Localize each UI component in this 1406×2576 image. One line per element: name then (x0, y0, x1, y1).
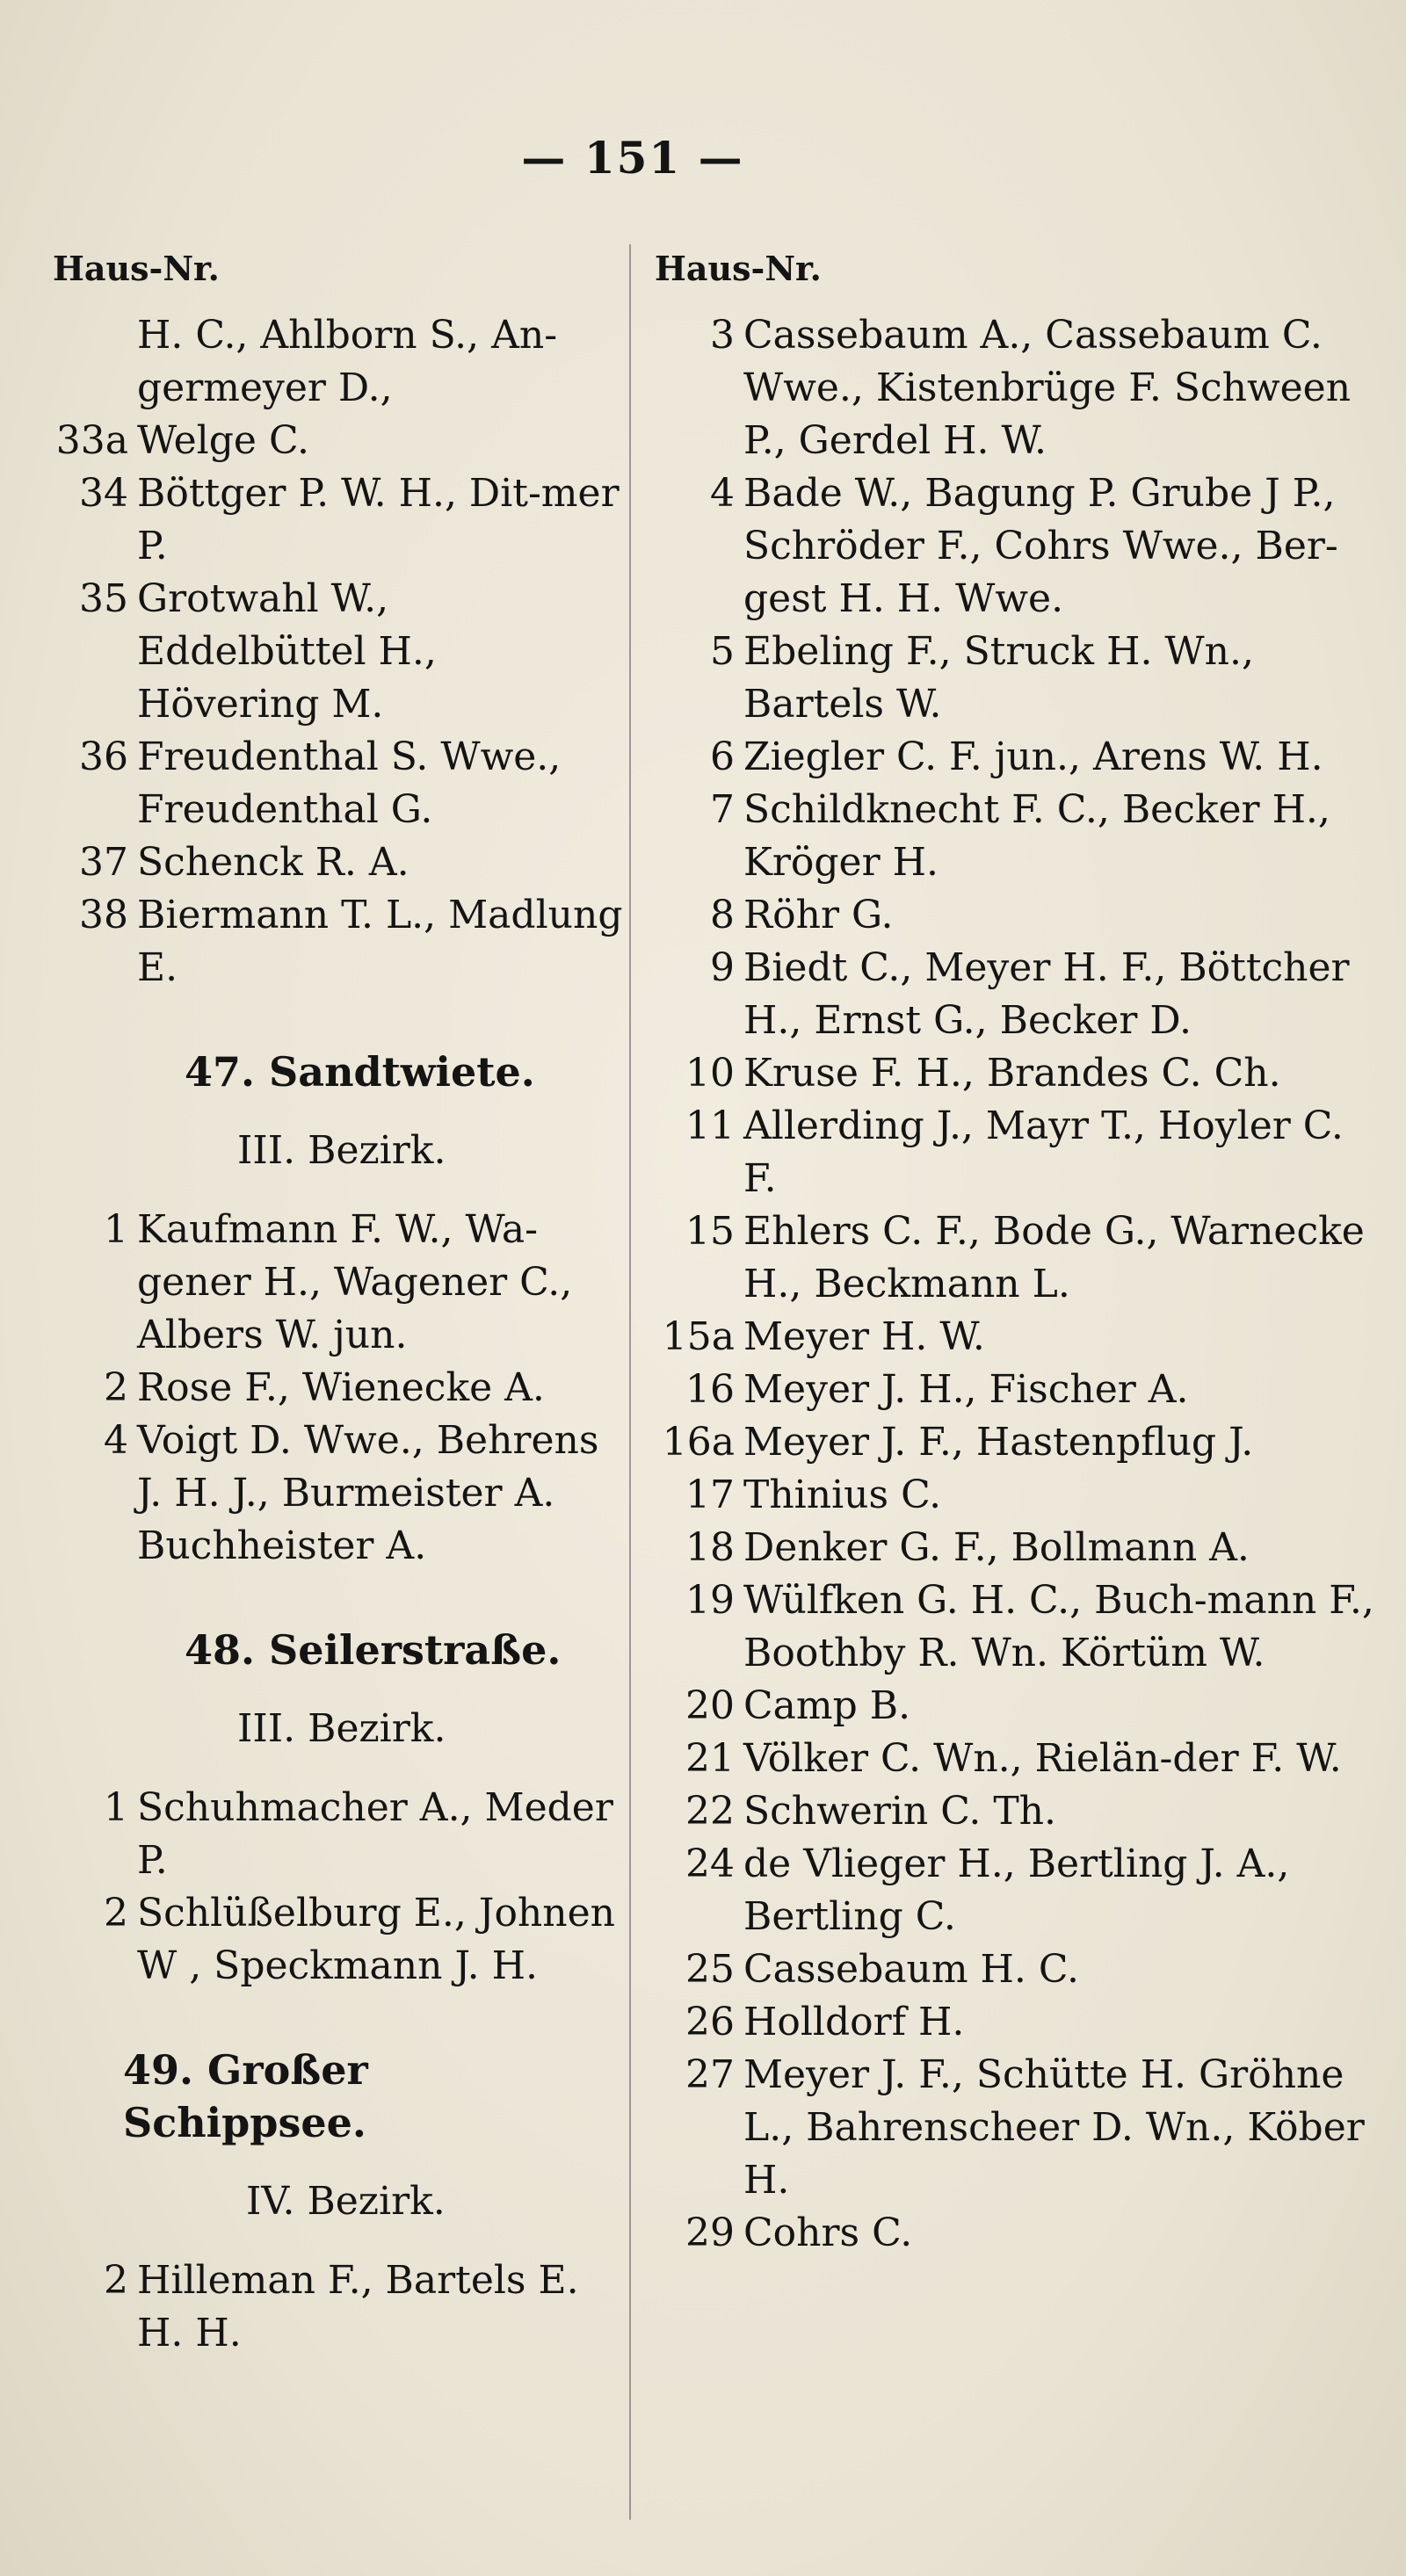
house-number: 15 (685, 1209, 735, 1254)
residents: Cassebaum H. C. (743, 1947, 1079, 1992)
house-number: 3 (710, 313, 735, 358)
residents: Böttger P. W. H., Dit-mer P. (137, 471, 620, 568)
house-entry (641, 1522, 1384, 1574)
house-number: 1 (104, 1785, 128, 1830)
house-entry (641, 1680, 1384, 1733)
residents: Holldorf H. (743, 2000, 965, 2044)
residents: Schwerin C. Th. (743, 1789, 1056, 1834)
house-entry (641, 2049, 1384, 2207)
house-number: 8 (710, 893, 735, 937)
house-number: 2 (104, 1891, 128, 1936)
house-number: 5 (710, 629, 735, 674)
house-entry (35, 1782, 624, 1887)
continuation-line: H. C., Ahlborn S., An- (137, 313, 558, 358)
house-number: 4 (104, 1418, 128, 1463)
district-heading: IV. Bezirk. (246, 2179, 446, 2224)
house-entry (35, 889, 624, 995)
house-number: 2 (104, 2258, 128, 2303)
residents: Schuhmacher A., Meder P. (137, 1785, 613, 1883)
house-number: 2 (104, 1365, 128, 1410)
house-number: 38 (79, 893, 128, 937)
house-number: 9 (710, 945, 735, 990)
residents: Thinius C. (743, 1473, 942, 1517)
house-number: 25 (685, 1947, 735, 1992)
house-entry (641, 1574, 1384, 1680)
continuation-line: germeyer D., (137, 365, 393, 410)
house-entry (641, 731, 1384, 784)
residents: Freudenthal S. Wwe., Freudenthal G. (137, 734, 562, 832)
residents: Kaufmann F. W., Wa-gener H., Wagener C., Albers W. jun. (137, 1207, 573, 1357)
residents: Meyer H. W. (743, 1314, 985, 1359)
residents: Hilleman F., Bartels E. H. H. (137, 2258, 579, 2355)
house-entry (641, 626, 1384, 731)
house-entry (35, 1204, 624, 1362)
left-column-header: Haus-Nr. (53, 249, 220, 288)
residents: Ebeling F., Struck H. Wn., Bartels W. (743, 629, 1254, 727)
residents: Denker G. F., Bollmann A. (743, 1525, 1250, 1570)
residents: Ehlers C. F., Bode G., Warnecke H., Beckmann L. (743, 1209, 1365, 1306)
residents: Biermann T. L., Madlung E. (137, 893, 623, 990)
residents: Völker C. Wn., Rielän-der F. W. (743, 1736, 1342, 1781)
house-entry (641, 1838, 1384, 1943)
house-number: 10 (685, 1051, 735, 1096)
residents: Welge C. (137, 418, 310, 463)
house-number: 6 (710, 734, 735, 779)
house-entry (35, 573, 624, 731)
residents: Wülfken G. H. C., Buch-mann F., Boothby R. Wn. Körtüm W. (743, 1578, 1374, 1675)
house-number: 37 (79, 840, 128, 885)
house-number: 17 (685, 1473, 735, 1517)
house-number: 11 (685, 1103, 735, 1148)
right-column (641, 309, 1384, 2260)
house-number: 20 (685, 1683, 735, 1728)
house-entry (641, 1311, 1384, 1364)
residents: Cohrs C. (743, 2211, 913, 2255)
house-number: 29 (685, 2211, 735, 2255)
house-entry (35, 731, 624, 836)
house-number: 27 (685, 2052, 735, 2097)
house-entry (641, 889, 1384, 942)
page-number: — 151 — (521, 132, 744, 184)
house-entry (35, 2254, 624, 2360)
house-entry (641, 1733, 1384, 1785)
residents: Grotwahl W., Eddelbüttel H., Hövering M. (137, 576, 437, 727)
house-entry (641, 1785, 1384, 1838)
district-heading: III. Bezirk. (237, 1706, 446, 1751)
residents: Meyer J. F., Hastenpflug J. (743, 1420, 1254, 1465)
residents: Kruse F. H., Brandes C. Ch. (743, 1051, 1281, 1096)
house-entry (641, 1100, 1384, 1205)
street-heading: 48. Seilerstraße. (185, 1626, 562, 1674)
house-entry (641, 1469, 1384, 1522)
house-entry (641, 309, 1384, 467)
residents: Cassebaum A., Cassebaum C. Wwe., Kistenbrüge F. Schween P., Gerdel H. W. (743, 313, 1352, 463)
right-column-header: Haus-Nr. (655, 249, 822, 288)
house-number: 22 (685, 1789, 735, 1834)
house-number: 19 (685, 1578, 735, 1623)
residents: Ziegler C. F. jun., Arens W. H. (743, 734, 1323, 779)
house-number: 16a (662, 1420, 735, 1465)
house-number: 26 (685, 2000, 735, 2044)
house-entry (641, 942, 1384, 1047)
house-number: 34 (79, 471, 128, 516)
residents: Schildknecht F. C., Becker H., Kröger H. (743, 787, 1330, 885)
house-entry (35, 1415, 624, 1573)
house-number: 15a (662, 1314, 735, 1359)
house-number: 4 (710, 471, 735, 516)
residents: Schenck R. A. (137, 840, 409, 885)
house-entry (641, 1047, 1384, 1100)
house-entry (35, 1362, 624, 1415)
house-number: 18 (685, 1525, 735, 1570)
residents: Voigt D. Wwe., Behrens J. H. J., Burmeister A. Buchheister A. (137, 1418, 599, 1568)
house-number: 35 (79, 576, 128, 621)
street-heading: 47. Sandtwiete. (185, 1048, 535, 1096)
house-entry (641, 1996, 1384, 2049)
house-number: 7 (710, 787, 735, 832)
residents: Allerding J., Mayr T., Hoyler C. F. (743, 1103, 1344, 1201)
house-entry (641, 1416, 1384, 1469)
house-entry (641, 2207, 1384, 2260)
residents: de Vlieger H., Bertling J. A., Bertling C. (743, 1842, 1290, 1939)
residents: Biedt C., Meyer H. F., Böttcher H., Ernst G., Becker D. (743, 945, 1350, 1043)
house-number: 24 (685, 1842, 735, 1886)
district-heading: III. Bezirk. (237, 1128, 446, 1173)
residents: Meyer J. F., Schütte H. Gröhne L., Bahrenscheer D. Wn., Köber H. (743, 2052, 1365, 2203)
house-entry (641, 1943, 1384, 1996)
residents: Camp B. (743, 1683, 911, 1728)
house-number: 33a (55, 418, 128, 463)
house-entry (35, 1887, 624, 1993)
residents: Rose F., Wienecke A. (137, 1365, 545, 1410)
house-number: 16 (685, 1367, 735, 1412)
house-number: 36 (79, 734, 128, 779)
house-entry (35, 467, 624, 573)
house-entry (641, 784, 1384, 889)
left-column (35, 309, 624, 2360)
residents: Röhr G. (743, 893, 894, 937)
street-heading: 49. Großer Schippsee. (123, 2046, 368, 2146)
house-number: 1 (104, 1207, 128, 1252)
column-divider (629, 244, 631, 2520)
house-entry (641, 1205, 1384, 1311)
house-entry (35, 415, 624, 467)
residents: Meyer J. H., Fischer A. (743, 1367, 1189, 1412)
house-entry (641, 467, 1384, 626)
house-entry (35, 836, 624, 889)
residents: Bade W., Bagung P. Grube J P., Schröder F., Cohrs Wwe., Ber-gest H. H. Wwe. (743, 471, 1338, 621)
house-number: 21 (685, 1736, 735, 1781)
residents: Schlüßelburg E., Johnen W , Speckmann J. H. (137, 1891, 615, 1988)
house-entry (641, 1364, 1384, 1416)
